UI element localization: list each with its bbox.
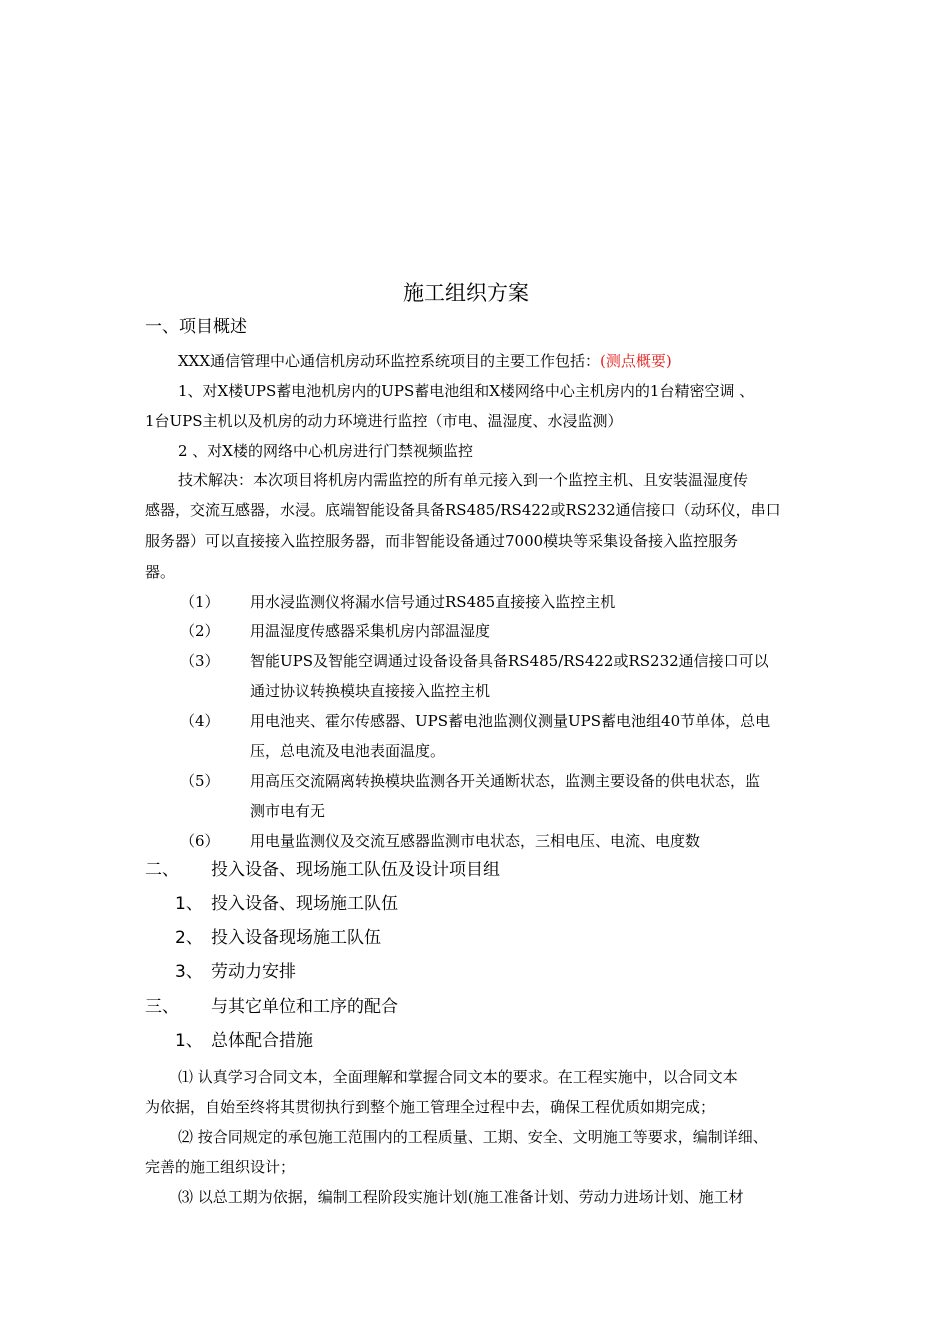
list-item-number: （3） (180, 652, 220, 670)
intro-note: (测点概要) (600, 352, 672, 370)
list-item-number: （2） (180, 622, 220, 640)
section-1-heading: 一、项目概述 (145, 317, 247, 337)
measure-3-line-1: ⑶ 以总工期为依据，编制工程阶段实施计划(施工准备计划、劳动力进场计划、施工材 (178, 1188, 744, 1206)
measure-2-line-1: ⑵ 按合同规定的承包施工范围内的工程质量、工期、安全、文明施工等要求，编制详细、 (178, 1128, 768, 1146)
list-item-text: 用高压交流隔离转换模块监测各开关通断状态，监测主要设备的供电状态，监 (250, 772, 761, 790)
measure-1-line-2: 为依据，自始至终将其贯彻执行到整个施工管理全过程中去，确保工程优质如期完成； (145, 1098, 716, 1116)
subsection-heading: 投入设备、现场施工队伍 (211, 894, 398, 914)
list-item-text: 压，总电流及电池表面温度。 (250, 742, 446, 760)
tech-line-3: 服务器）可以直接接入监控服务器，而非智能设备通过7000模块等采集设备接入监控服务 (145, 532, 739, 550)
intro-text: XXX通信管理中心通信机房动环监控系统项目的主要工作包括： (178, 352, 601, 370)
list-item-number: （4） (180, 712, 220, 730)
list-item-number: （6） (180, 832, 220, 850)
item-1-line-2: 1台UPS主机以及机房的动力环境进行监控（市电、温湿度、水浸监测） (145, 412, 623, 430)
measure-1-line-1: ⑴ 认真学习合同文本，全面理解和掌握合同文本的要求。在工程实施中，以合同文本 (178, 1068, 738, 1086)
list-item (180, 621, 220, 641)
subsection-number: 1、 (175, 1031, 203, 1051)
list-item-text: 用温湿度传感器采集机房内部温湿度 (250, 622, 491, 640)
section-3-heading: 与其它单位和工序的配合 (211, 997, 398, 1017)
tech-line-1: 技术解决：本次项目将机房内需监控的所有单元接入到一个监控主机、且安装温湿度传 (178, 471, 749, 489)
list-item (180, 771, 220, 791)
tech-line-2: 感器，交流互感器，水浸。底端智能设备具备RS485/RS422或RS232通信接口（动环仪，串口 (145, 501, 781, 519)
subsection-number: 2、 (175, 928, 203, 948)
section-2-number: 二、 (145, 860, 179, 880)
subsection-number: 1、 (175, 894, 203, 914)
list-item (180, 711, 220, 731)
measure-2-line-2: 完善的施工组织设计； (145, 1158, 296, 1176)
list-item-number: （1） (180, 593, 220, 611)
subsection-number: 3、 (175, 962, 203, 982)
subsection-heading: 劳动力安排 (211, 962, 296, 982)
list-item-number: （5） (180, 772, 220, 790)
intro-paragraph (178, 351, 672, 371)
section-3-number: 三、 (145, 997, 179, 1017)
tech-line-4: 器。 (145, 563, 176, 581)
list-item-text: 用电量监测仪及交流互感器监测市电状态，三相电压、电流、电度数 (250, 832, 701, 850)
subsection-heading: 投入设备现场施工队伍 (211, 928, 381, 948)
list-item-text: 通过协议转换模块直接接入监控主机 (250, 682, 491, 700)
list-item (180, 831, 220, 851)
list-item-text: 智能UPS及智能空调通过设备设备具备RS485/RS422或RS232通信接口可以 (250, 652, 769, 670)
list-item-text: 用电池夹、霍尔传感器、UPS蓄电池监测仪测量UPS蓄电池组40节单体，总电 (250, 712, 771, 730)
page-title: 施工组织方案 (403, 281, 529, 305)
list-item-text: 测市电有无 (250, 802, 326, 820)
section-2-heading: 投入设备、现场施工队伍及设计项目组 (211, 860, 500, 880)
list-item (180, 651, 220, 671)
list-item-text: 用水浸监测仪将漏水信号通过RS485直接接入监控主机 (250, 593, 616, 611)
item-2: 2 、对X楼的网络中心机房进行门禁视频监控 (178, 442, 473, 460)
subsection-heading: 总体配合措施 (211, 1031, 313, 1051)
list-item (180, 592, 220, 612)
item-1-line-1: 1、对X楼UPS蓄电池机房内的UPS蓄电池组和X楼网络中心主机房内的1台精密空调 、 (178, 382, 755, 400)
